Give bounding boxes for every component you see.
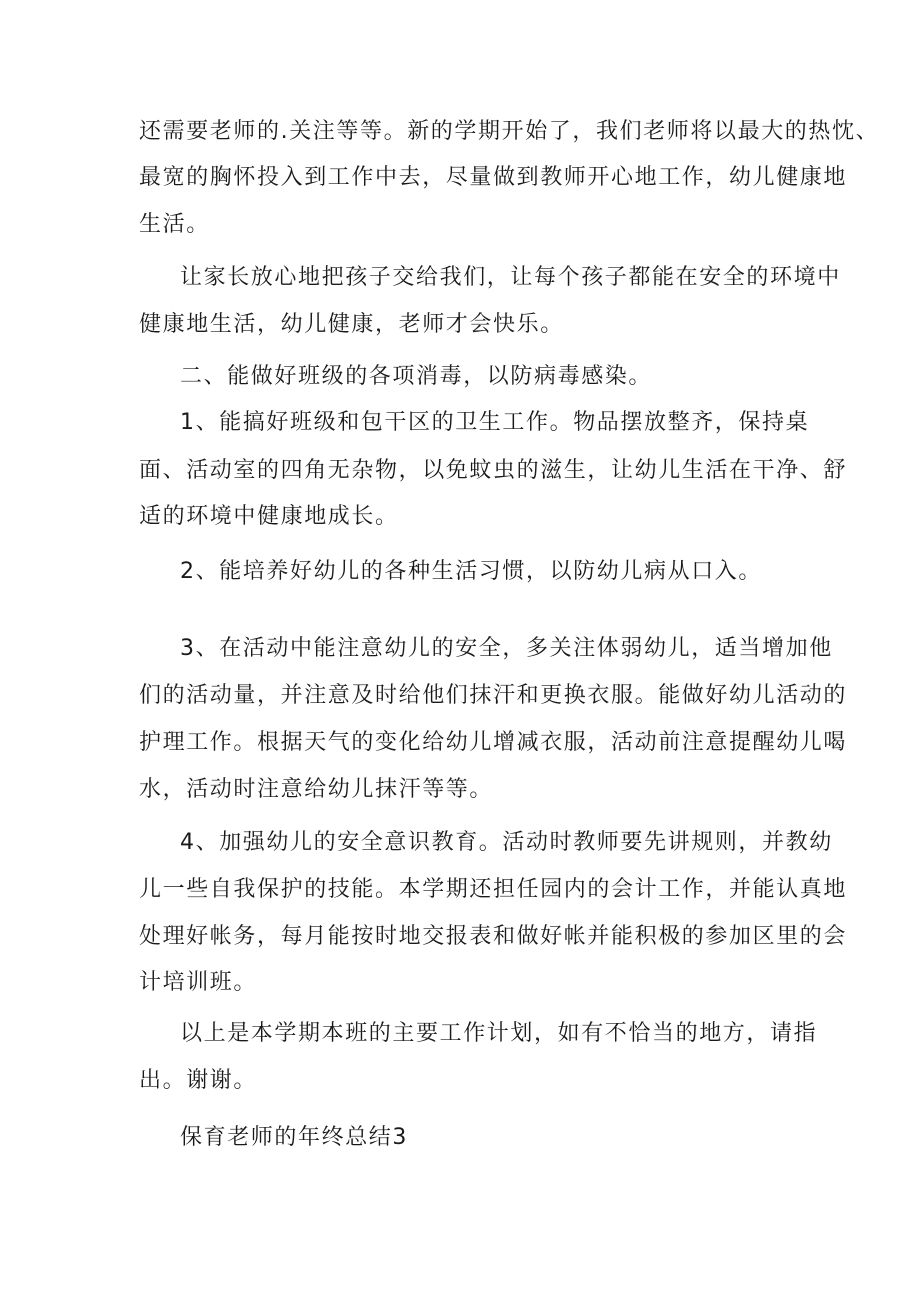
text-line: 护理工作。根据天气的变化给幼儿增减衣服，活动前注意提醒幼儿喝 — [139, 730, 848, 755]
section-heading: 二、能做好班级的各项消毒，以防病毒感染。 — [180, 364, 653, 389]
subtitle: 保育老师的年终总结3 — [180, 1125, 408, 1150]
text-line: 2、能培养好幼儿的各种生活习惯，以防幼儿病从口入。 — [180, 559, 762, 584]
text-line: 还需要老师的.关注等等。新的学期开始了，我们老师将以最大的热忱、 — [139, 119, 880, 144]
text-line: 面、活动室的四角无杂物，以免蚊虫的滋生，让幼儿生活在干净、舒 — [139, 458, 848, 483]
text-line: 计培训班。 — [139, 970, 258, 995]
text-line: 们的活动量，并注意及时给他们抹汗和更换衣服。能做好幼儿活动的 — [139, 683, 848, 708]
text-line: 水，活动时注意给幼儿抹汗等等。 — [139, 777, 494, 802]
text-line: 以上是本学期本班的主要工作计划，如有不恰当的地方，请指 — [180, 1021, 818, 1046]
text-line: 处理好帐务，每月能按时地交报表和做好帐并能积极的参加区里的会 — [139, 924, 848, 949]
text-line: 1、能搞好班级和包干区的卫生工作。物品摆放整齐，保持桌 — [180, 410, 810, 435]
text-line: 健康地生活，幼儿健康，老师才会快乐。 — [139, 312, 564, 337]
text-line: 生活。 — [139, 212, 210, 237]
text-line: 让家长放心地把孩子交给我们，让每个孩子都能在安全的环境中 — [180, 265, 841, 290]
text-line: 儿一些自我保护的技能。本学期还担任园内的会计工作，并能认真地 — [139, 877, 848, 902]
text-line: 适的环境中健康地成长。 — [139, 504, 399, 529]
text-line: 4、加强幼儿的安全意识教育。活动时教师要先讲规则，并教幼 — [180, 830, 833, 855]
text-line: 出。谢谢。 — [139, 1068, 258, 1093]
text-line: 3、在活动中能注意幼儿的安全，多关注体弱幼儿，适当增加他 — [180, 636, 833, 661]
text-line: 最宽的胸怀投入到工作中去，尽量做到教师开心地工作，幼儿健康地 — [139, 165, 848, 190]
